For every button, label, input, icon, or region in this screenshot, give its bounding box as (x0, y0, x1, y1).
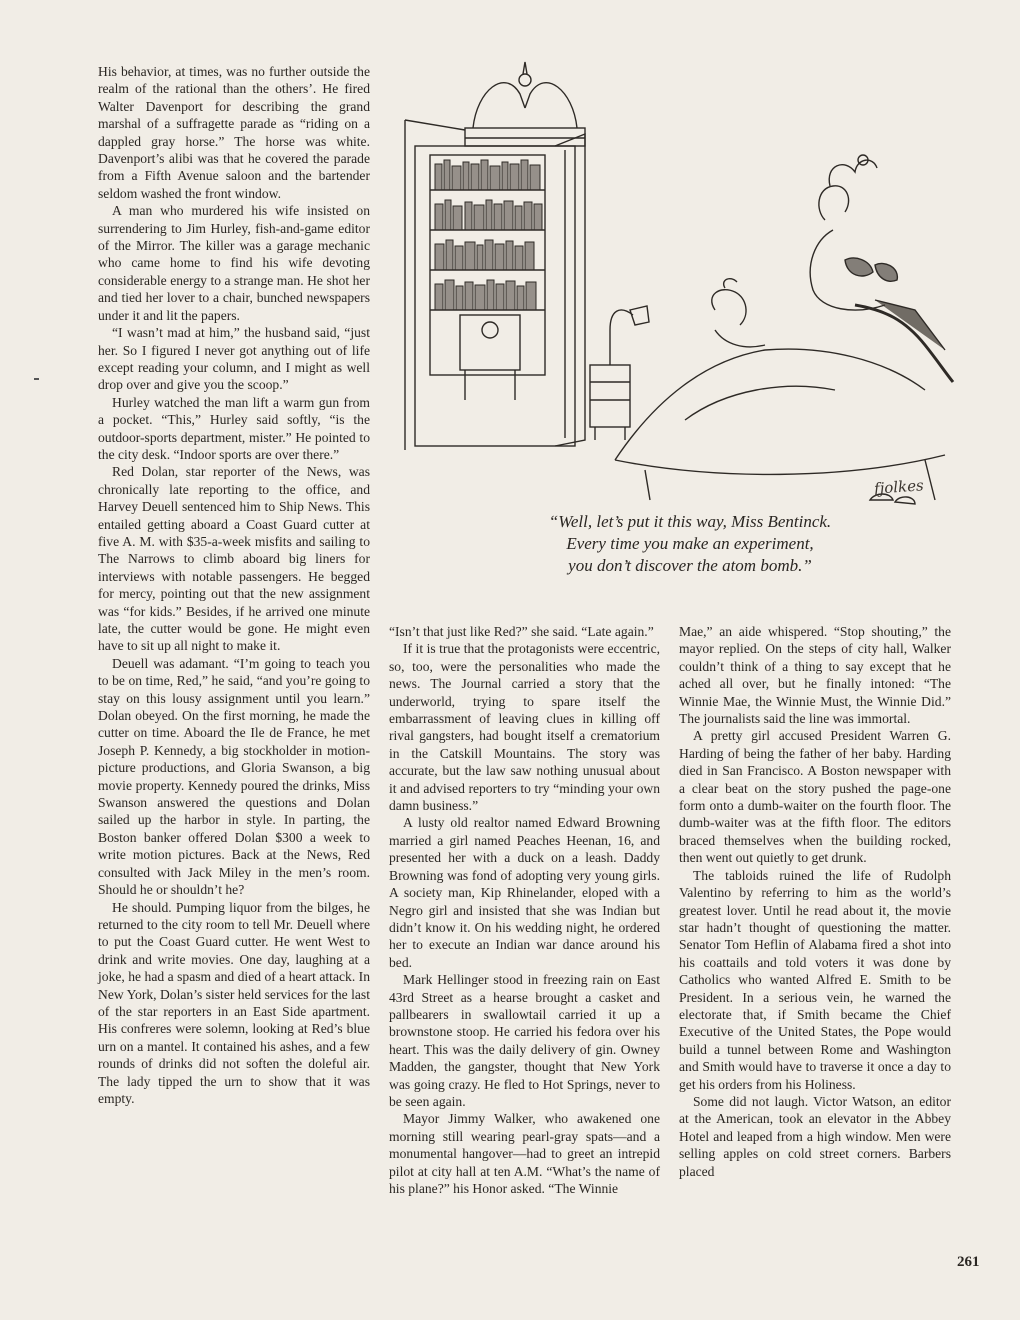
paragraph: “Isn’t that just like Red?” she said. “Late again.” (389, 624, 654, 639)
paragraph: Red Dolan, star reporter of the News, was chronically late reporting to the office, and Harvey Deuell sentenced him to Ship News. This entailed getting aboard a Coast Guard cutter at five A. M. with $35-a-week misfits and sailing to The Narrows to climb aboard big liners for interviews with notable passengers. He begged for mercy, pointing out that the new assignment was “for kids.” Besides, if he arrived one minute late, the cutter would be gone. He might even have to sit up all night to make it. (98, 464, 370, 654)
paragraph: Mayor Jimmy Walker, who awakened one morning still wearing pearl-gray spats—and a monumental hangover—had to greet an intrepid pilot at city hall at ten A.M. “What’s the name of his plane?” his Honor asked. “The Winnie (389, 1111, 660, 1196)
cartoon-illustration (385, 60, 970, 505)
page-number: 261 (957, 1254, 980, 1270)
margin-mark (34, 378, 39, 380)
paragraph: Mae,” an aide whispered. “Stop shouting,” the mayor replied. On the steps of city hall, Walker couldn’t think of a thing to say except that he ached all over, but he finally intoned: “The Winnie Mae, the Winnie Must, the Winnie Did.” The journalists said the line was immortal. (679, 624, 951, 727)
text-column-1 (98, 63, 370, 1107)
paragraph: He should. Pumping liquor from the bilges, he returned to the city room to tell Mr. Deuell where to put the Coast Guard cutter. He went West to drink and write movies. One day, laughing at a joke, he had a spasm and died of a heart attack. In New York, Dolan’s sister held services for the last of the star reporters in an East Side apartment. His confreres were solemn, looking at Red’s blue urn on a mantel. It contained his ashes, and a few rounds of drinks did not soften the doleful air. The lady tipped the urn to show that it was empty. (98, 899, 370, 1106)
paragraph: A pretty girl accused President Warren G. Harding of being the father of her baby. Harding died in San Francisco. A Boston newspaper with a clear beat on the story pushed the page-one form onto a dumb-waiter on the fourth floor. The dumb-waiter was at the fifth floor. The editors braced themselves when the building rocked, then went out quietly to get drunk. (679, 728, 951, 866)
paragraph: “I wasn’t mad at him,” the husband said, “just her. So I figured I never got anything out of life except reading your column, and I might as well drop over and give you the scoop.” (98, 325, 370, 393)
paragraph: The tabloids ruined the life of Rudolph Valentino by referring to him as the world’s greatest lover. Until he read about it, the movie star hadn’t thought of questioning the matter. Senator Tom Heflin of Alabama fired a shot into his coattails and told voters it was done by Catholics who wanted Alfred E. Smith to be President. In a serious vein, he warned the electorate that, if Smith became the Chief Executive of the United States, the Pope would build a tunnel between Rome and Washington and Smith would have to traverse it once a day to get his orders from his Holiness. (679, 867, 951, 1092)
text-column-3 (679, 623, 951, 1180)
cartoon-signature: fjolkes (873, 476, 925, 498)
paragraph: Some did not laugh. Victor Watson, an editor at the American, took an elevator in the Abbey Hotel and leaped from a high window. Men were selling apples on cold street corners. Barbers placed (679, 1093, 951, 1179)
paragraph: His behavior, at times, was no further outside the realm of the rational than the others’. He fired Walter Davenport for describing the grand marshal of a suffragette parade as “riding on a dappled gray horse.” The horse was white. Davenport’s alibi was that he covered the parade from a Fifth Avenue saloon and the bartender seldom washed the front window. (98, 64, 370, 201)
paragraph: Deuell was adamant. “I’m going to teach you to be on time, Red,” he said, “and you’re going to stay on this lousy assignment until you learn.” Dolan obeyed. On the first morning, he made the cutter on time. Aboard the Ile de France, he met Joseph P. Kennedy, a big stockholder in motion-picture productions, and Gloria Swanson, a big movie property. Kennedy poured the drinks, Miss Swanson answered the questions and Dolan sailed up the harbor in style. In parting, the Boston banker offered Dolan $300 a week to write motion pictures. Back at the News, Red consulted with Jack Miley in the men’s room. Should he or shouldn’t he? (98, 655, 370, 898)
paragraph: If it is true that the protagonists were eccentric, so, too, were the personalities who made the news. The Journal carried a story that the underworld, trying to spare itself the embarrassment of leaving clues in killing off rival gangsters, had bought itself a crematorium in the Catskill Mountains. The story was accurate, but the law saw nothing unusual about it and advised reporters to try “minding your own damn business.” (389, 641, 660, 814)
paragraph: A man who murdered his wife insisted on surrendering to Jim Hurley, fish-and-game editor of the Mirror. The killer was a garage mechanic who came home to find his wife devoting considerable energy to a strange man. He shot her and tied her lover to a chair, bunched newspapers under it and lit the papers. (98, 203, 370, 323)
paragraph: Mark Hellinger stood in freezing rain on East 43rd Street as a hearse brought a casket and pallbearers in swallowtail carried it up a brownstone stoop. He carried his fedora over his heart. This was the daily delivery of gin. Owney Madden, the gangster, thought that New York was going crazy. He fled to Hot Springs, never to be seen again. (389, 972, 660, 1109)
caption-line: Every time you make an experiment, (566, 534, 814, 553)
paragraph: Hurley watched the man lift a warm gun from a pocket. “This,” Hurley said softly, “is the outdoor-sports department, mister.” He pointed to the city desk. “Indoor sports are over there.” (98, 394, 370, 462)
paragraph: A lusty old realtor named Edward Browning married a girl named Peaches Heenan, 16, and presented her with a duck on a leash. Daddy Browning was fond of adopting very young girls. A society man, Kip Rhinelander, eloped with a Negro girl and insisted that she was Indian but didn’t know it. On his wedding night, he ordered her to execute an Indian war dance around his bed. (389, 815, 660, 970)
text-column-2 (389, 623, 660, 1197)
caption-line: “Well, let’s put it this way, Miss Bentinck. (548, 512, 832, 531)
caption-line: you don’t discover the atom bomb.” (568, 556, 812, 575)
cartoon-caption (470, 511, 910, 577)
